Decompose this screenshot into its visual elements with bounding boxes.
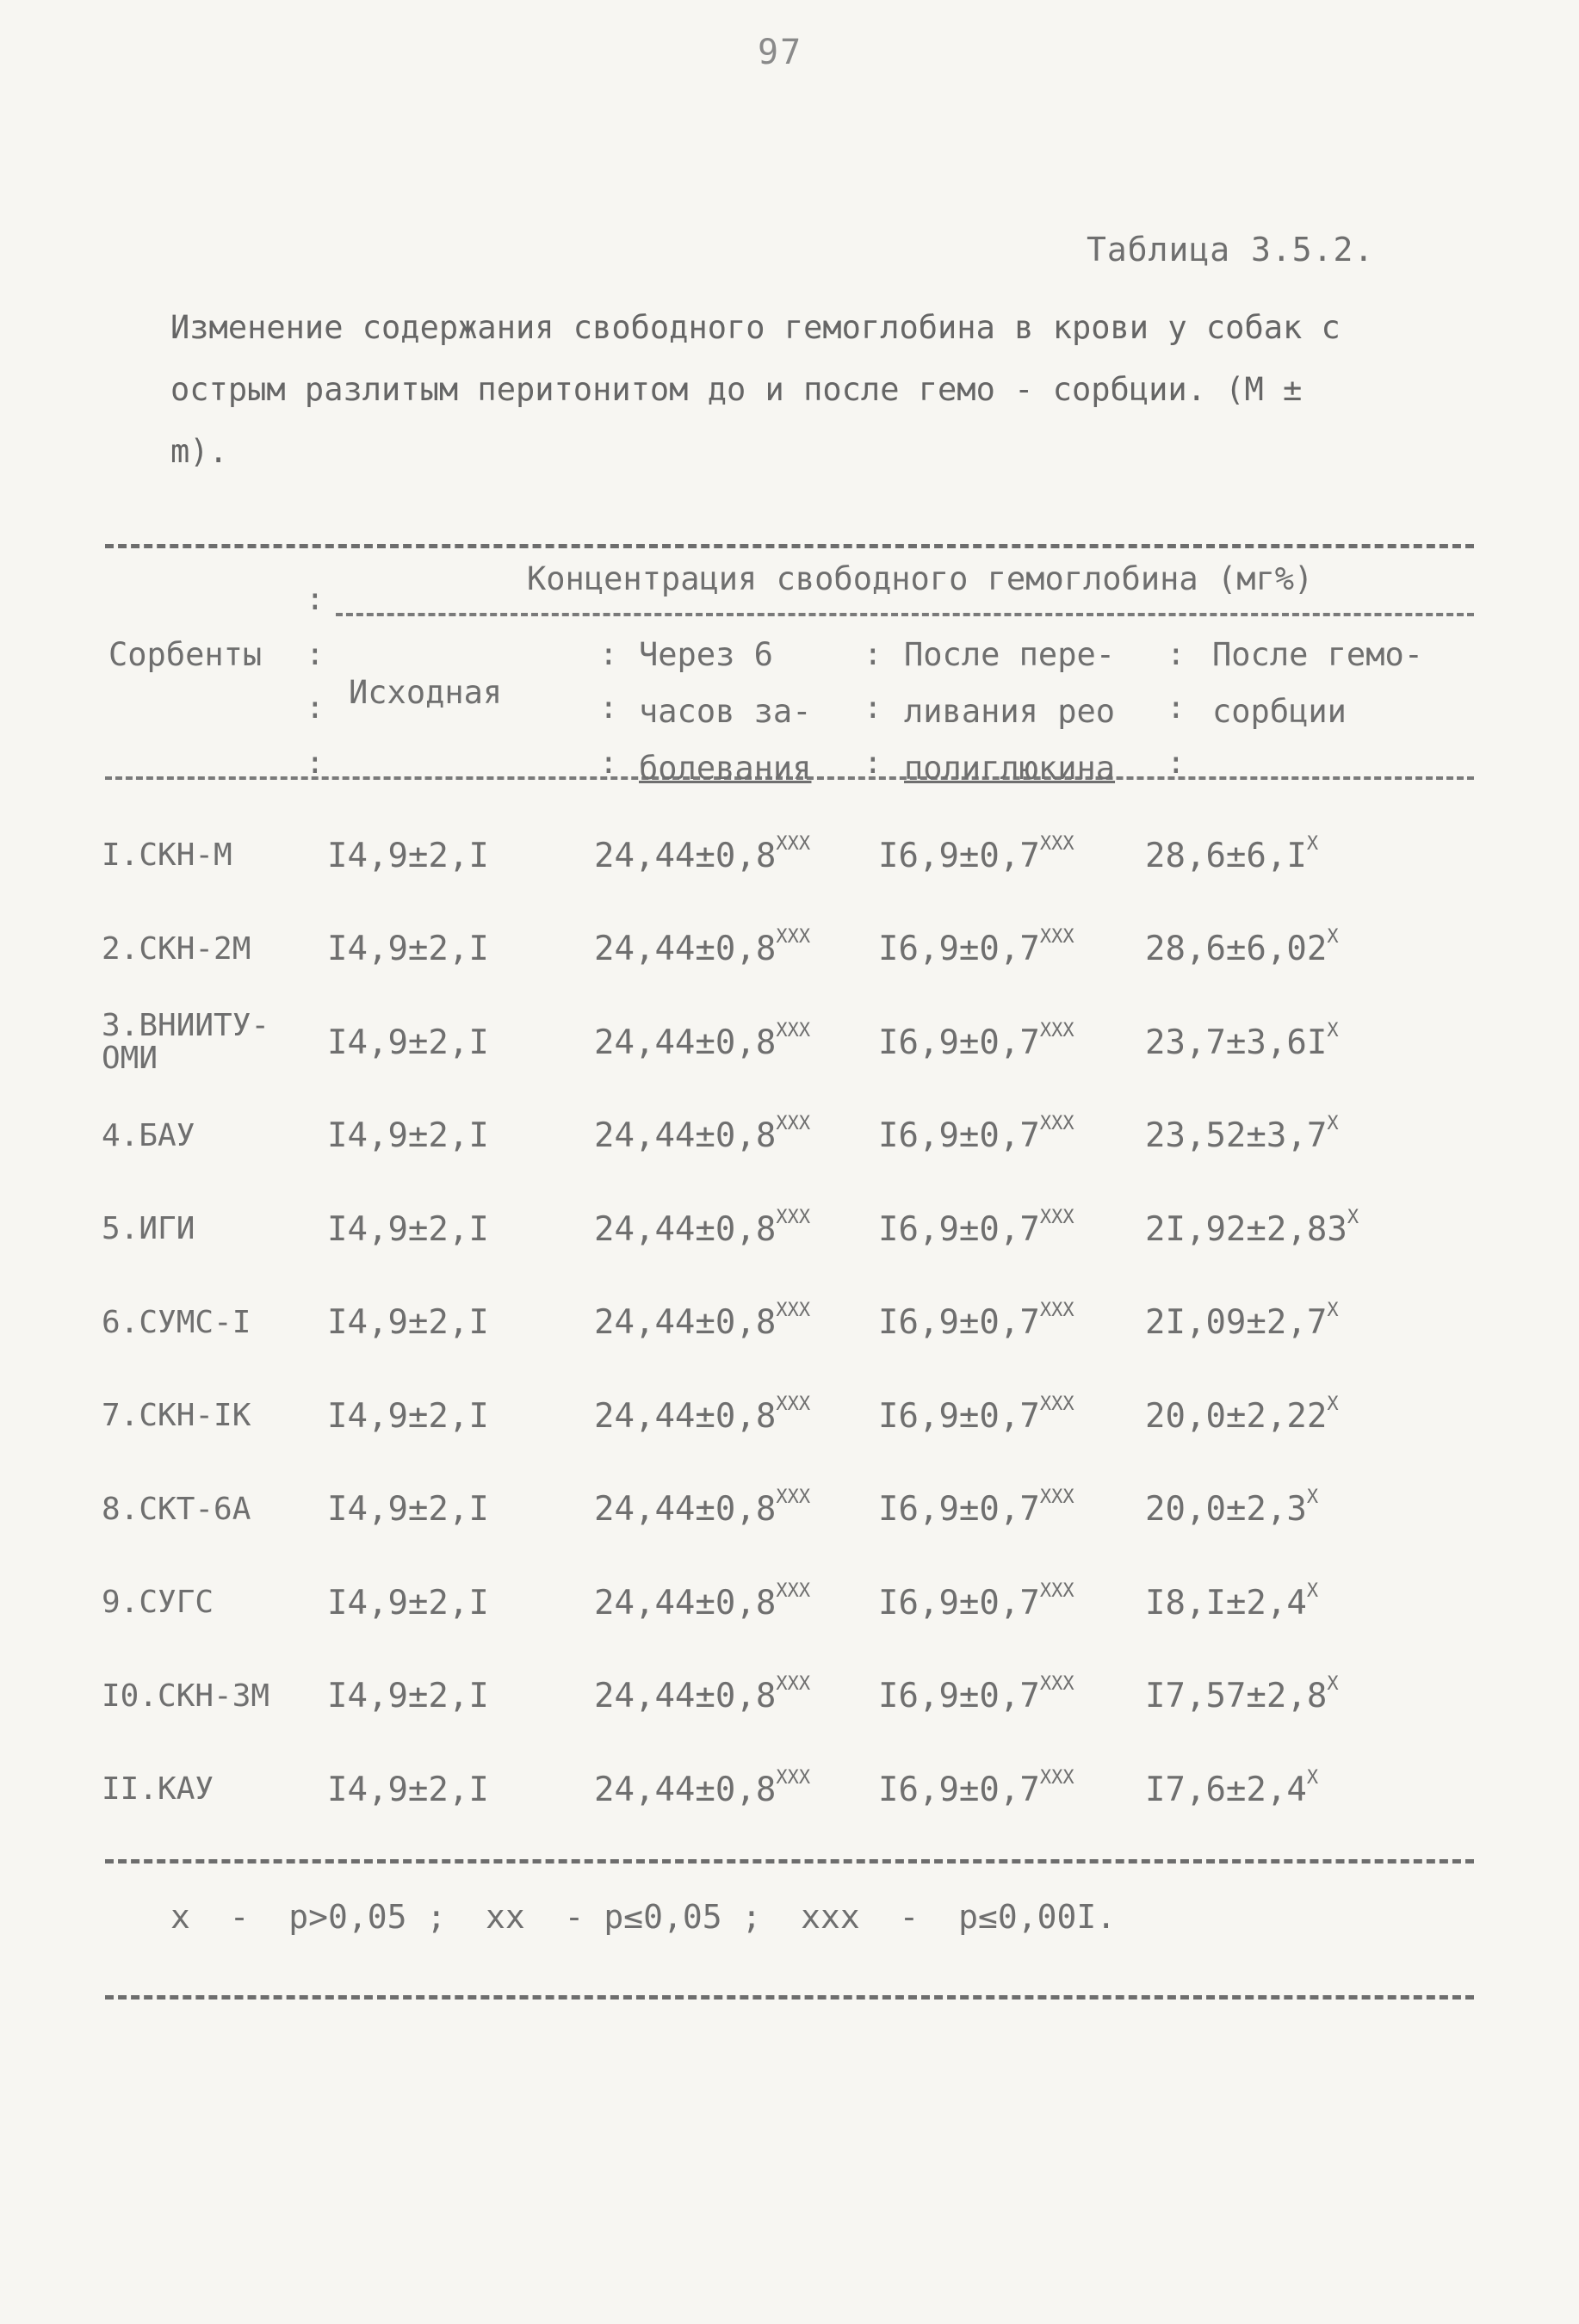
cell-after6h: [594, 1183, 878, 1276]
cell-after-transfusion: [878, 1183, 1145, 1276]
table-body: [102, 809, 1421, 1837]
cell-after-hemosorption-value: I7,6±2,4: [1145, 1770, 1307, 1809]
cell-after-hemosorption: [1145, 1183, 1421, 1276]
header-sorbents: Сорбенты: [108, 636, 263, 673]
significance-mark: XXX: [1039, 1673, 1074, 1696]
cell-after-hemosorption: [1145, 809, 1421, 903]
cell-sorbent-value: 9.СУГС: [102, 1585, 214, 1621]
cell-after6h: [594, 1369, 878, 1463]
cell-after-transfusion-value: I6,9±0,7: [878, 1490, 1040, 1530]
cell-initial-value: I4,9±2,I: [327, 1116, 489, 1156]
cell-after-transfusion: [878, 809, 1145, 903]
cell-sorbent: [102, 1463, 327, 1557]
column-separator: :: [306, 582, 325, 617]
significance-mark: XXX: [1039, 1486, 1074, 1509]
cell-after-transfusion-value: I6,9±0,7: [878, 836, 1040, 875]
cell-after6h: [594, 809, 878, 903]
cell-after-transfusion-value: I6,9±0,7: [878, 1583, 1040, 1622]
cell-sorbent: [102, 1743, 327, 1837]
cell-sorbent-value: 5.ИГИ: [102, 1211, 195, 1247]
cell-sorbent-value: 6.СУМС-I: [102, 1304, 251, 1340]
column-separator: :: [864, 745, 882, 781]
cell-sorbent: [102, 1090, 327, 1184]
table-row: [102, 1463, 1421, 1557]
column-separator: :: [306, 690, 325, 726]
significance-mark: XXX: [776, 1486, 811, 1509]
significance-mark: X: [1306, 832, 1319, 855]
cell-after6h-value: 24,44±0,8: [594, 930, 777, 969]
significance-mark: X: [1347, 1206, 1359, 1228]
significance-mark: X: [1327, 926, 1339, 949]
column-separator: :: [306, 745, 325, 781]
table-row: [102, 903, 1421, 997]
table-row: [102, 1276, 1421, 1370]
significance-mark: XXX: [1039, 832, 1074, 855]
header-after-transfusion-line2: ливания рео: [904, 693, 1116, 730]
column-separator: :: [864, 637, 882, 672]
cell-after-hemosorption-value: 2I,09±2,7: [1145, 1303, 1328, 1343]
significance-mark: XXX: [776, 1393, 811, 1415]
table-caption: Изменение содержания свободного гемоглобина в крови у собак с острым разлитым перитонитом до и после гемо - сорбции. (М ± m).: [170, 309, 1341, 470]
cell-initial: [327, 809, 594, 903]
column-separator: :: [599, 745, 618, 781]
table-row: [102, 1556, 1421, 1650]
cell-sorbent-value: 3.ВНИИТУ- ОМИ: [102, 1008, 270, 1077]
column-separator: :: [864, 690, 882, 726]
cell-sorbent-value: 4.БАУ: [102, 1117, 195, 1153]
cell-after-transfusion-value: I6,9±0,7: [878, 1396, 1040, 1436]
significance-mark: XXX: [1039, 1113, 1074, 1135]
cell-sorbent: [102, 1369, 327, 1463]
header-after6h-line3: болевания: [639, 750, 812, 787]
cell-initial-value: I4,9±2,I: [327, 1209, 489, 1249]
cell-after6h-value: 24,44±0,8: [594, 1583, 777, 1622]
header-after6h-line2: часов за-: [639, 693, 812, 730]
table-row: [102, 1090, 1421, 1184]
cell-initial: [327, 1556, 594, 1650]
header-top-rule: [105, 544, 1474, 548]
cell-initial: [327, 1743, 594, 1837]
cell-initial: [327, 1463, 594, 1557]
cell-after6h: [594, 996, 878, 1090]
cell-initial-value: I4,9±2,I: [327, 1490, 489, 1530]
cell-sorbent: [102, 1650, 327, 1744]
significance-mark: XXX: [776, 1019, 811, 1041]
significance-mark: X: [1327, 1393, 1339, 1415]
cell-after6h-value: 24,44±0,8: [594, 836, 777, 875]
table-row: [102, 1369, 1421, 1463]
cell-after-transfusion: [878, 996, 1145, 1090]
cell-after-transfusion: [878, 1463, 1145, 1557]
cell-initial-value: I4,9±2,I: [327, 1023, 489, 1062]
cell-initial: [327, 1276, 594, 1370]
cell-sorbent-value: 2.СКН-2М: [102, 930, 251, 967]
cell-after-hemosorption-value: 20,0±2,3: [1145, 1490, 1307, 1530]
column-separator: :: [1167, 745, 1186, 781]
cell-after-transfusion: [878, 1743, 1145, 1837]
significance-mark: X: [1327, 1113, 1339, 1135]
hemoglobin-table: [102, 809, 1421, 1837]
cell-initial: [327, 1183, 594, 1276]
cell-initial-value: I4,9±2,I: [327, 1396, 489, 1436]
cell-initial-value: I4,9±2,I: [327, 836, 489, 875]
column-separator: :: [1167, 637, 1186, 672]
cell-sorbent: [102, 809, 327, 903]
table-row: [102, 996, 1421, 1090]
header-group-title: Концентрация свободного гемоглобина (мг%): [527, 560, 1314, 597]
significance-legend: x - p>0,05 ; xx - p≤0,05 ; xxx - p≤0,00I.: [170, 1898, 1117, 1936]
header-after-transfusion-line1: После пере-: [904, 636, 1116, 673]
column-separator: :: [599, 690, 618, 726]
significance-mark: XXX: [1039, 1393, 1074, 1415]
cell-initial-value: I4,9±2,I: [327, 930, 489, 969]
table-row: [102, 1650, 1421, 1744]
header-after-hemosorption-line2: сорбции: [1212, 693, 1347, 730]
cell-after-hemosorption: [1145, 1369, 1421, 1463]
cell-after-hemosorption-value: 23,7±3,6I: [1145, 1023, 1328, 1062]
table-row: [102, 1743, 1421, 1837]
table-number: Таблица 3.5.2.: [1087, 231, 1375, 269]
cell-initial: [327, 1090, 594, 1184]
significance-mark: XXX: [776, 1579, 811, 1602]
cell-sorbent: [102, 903, 327, 997]
cell-after6h: [594, 903, 878, 997]
cell-sorbent: [102, 996, 327, 1090]
cell-initial: [327, 996, 594, 1090]
cell-after6h-value: 24,44±0,8: [594, 1023, 777, 1062]
cell-after-transfusion-value: I6,9±0,7: [878, 930, 1040, 969]
header-after-transfusion-line3: полиглюкина: [904, 750, 1116, 787]
cell-after-hemosorption: [1145, 996, 1421, 1090]
significance-mark: X: [1327, 1673, 1339, 1696]
significance-mark: XXX: [776, 832, 811, 855]
cell-after-hemosorption: [1145, 1743, 1421, 1837]
significance-mark: X: [1327, 1019, 1339, 1041]
significance-mark: XXX: [1039, 1300, 1074, 1322]
cell-after-hemosorption: [1145, 1463, 1421, 1557]
page-number: 97: [758, 33, 803, 72]
cell-initial: [327, 1650, 594, 1744]
cell-after6h-value: 24,44±0,8: [594, 1116, 777, 1156]
cell-after6h-value: 24,44±0,8: [594, 1490, 777, 1530]
significance-mark: XXX: [776, 1113, 811, 1135]
significance-mark: XXX: [1039, 1206, 1074, 1228]
cell-sorbent-value: 7.СКН-IК: [102, 1398, 251, 1434]
column-separator: :: [1167, 690, 1186, 726]
cell-initial: [327, 903, 594, 997]
table-row: [102, 809, 1421, 903]
cell-after-hemosorption-value: 28,6±6,I: [1145, 836, 1307, 875]
cell-after6h: [594, 1743, 878, 1837]
cell-after-transfusion-value: I6,9±0,7: [878, 1770, 1040, 1809]
cell-initial-value: I4,9±2,I: [327, 1303, 489, 1343]
cell-after-transfusion: [878, 1276, 1145, 1370]
significance-mark: XXX: [1039, 1766, 1074, 1789]
cell-after-transfusion: [878, 1650, 1145, 1744]
cell-after-hemosorption: [1145, 903, 1421, 997]
significance-mark: XXX: [776, 1300, 811, 1322]
cell-sorbent: [102, 1276, 327, 1370]
cell-initial-value: I4,9±2,I: [327, 1770, 489, 1809]
cell-after-hemosorption-value: 20,0±2,22: [1145, 1396, 1328, 1436]
cell-after-transfusion-value: I6,9±0,7: [878, 1303, 1040, 1343]
cell-after-transfusion: [878, 1556, 1145, 1650]
significance-mark: XXX: [1039, 1579, 1074, 1602]
cell-initial: [327, 1369, 594, 1463]
significance-mark: XXX: [776, 926, 811, 949]
cell-after-hemosorption: [1145, 1556, 1421, 1650]
cell-after-transfusion: [878, 1090, 1145, 1184]
cell-after6h: [594, 1276, 878, 1370]
cell-after-transfusion-value: I6,9±0,7: [878, 1677, 1040, 1716]
cell-after-hemosorption-value: 2I,92±2,83: [1145, 1209, 1347, 1249]
cell-after-hemosorption-value: I8,I±2,4: [1145, 1583, 1307, 1622]
column-separator: :: [599, 637, 618, 672]
significance-mark: X: [1306, 1766, 1319, 1789]
table-row: [102, 1183, 1421, 1276]
significance-mark: XXX: [1039, 926, 1074, 949]
group-rule: [336, 613, 1474, 616]
significance-mark: X: [1306, 1486, 1319, 1509]
cell-initial-value: I4,9±2,I: [327, 1583, 489, 1622]
cell-after6h-value: 24,44±0,8: [594, 1677, 777, 1716]
cell-after6h-value: 24,44±0,8: [594, 1396, 777, 1436]
cell-after6h: [594, 1556, 878, 1650]
cell-after6h: [594, 1650, 878, 1744]
cell-after6h-value: 24,44±0,8: [594, 1770, 777, 1809]
cell-after6h: [594, 1463, 878, 1557]
cell-sorbent: [102, 1183, 327, 1276]
significance-mark: XXX: [776, 1766, 811, 1789]
cell-initial-value: I4,9±2,I: [327, 1677, 489, 1716]
cell-after-transfusion: [878, 1369, 1145, 1463]
header-initial: Исходная: [349, 674, 503, 711]
cell-sorbent-value: 8.СКТ-6А: [102, 1491, 251, 1527]
cell-sorbent-value: II.КАУ: [102, 1771, 214, 1808]
cell-after-hemosorption-value: 23,52±3,7: [1145, 1116, 1328, 1156]
significance-mark: XXX: [1039, 1019, 1074, 1041]
cell-after-hemosorption: [1145, 1090, 1421, 1184]
cell-after-transfusion-value: I6,9±0,7: [878, 1116, 1040, 1156]
significance-mark: X: [1306, 1579, 1319, 1602]
legend-bottom-rule: [105, 1995, 1474, 2000]
cell-after-transfusion: [878, 903, 1145, 997]
column-separator: :: [306, 637, 325, 672]
cell-after-hemosorption-value: I7,57±2,8: [1145, 1677, 1328, 1716]
cell-after-hemosorption: [1145, 1276, 1421, 1370]
cell-after-hemosorption: [1145, 1650, 1421, 1744]
cell-after6h-value: 24,44±0,8: [594, 1209, 777, 1249]
header-after6h-line1: Через 6: [639, 636, 773, 673]
cell-after-transfusion-value: I6,9±0,7: [878, 1209, 1040, 1249]
cell-after6h: [594, 1090, 878, 1184]
significance-mark: XXX: [776, 1206, 811, 1228]
cell-after-transfusion-value: I6,9±0,7: [878, 1023, 1040, 1062]
cell-after6h-value: 24,44±0,8: [594, 1303, 777, 1343]
significance-mark: XXX: [776, 1673, 811, 1696]
table-bottom-rule: [105, 1859, 1474, 1864]
cell-sorbent-value: I0.СКН-3М: [102, 1678, 270, 1714]
cell-sorbent-value: I.СКН-М: [102, 838, 232, 874]
header-after-hemosorption-line1: После гемо-: [1212, 636, 1424, 673]
cell-sorbent: [102, 1556, 327, 1650]
cell-after-hemosorption-value: 28,6±6,02: [1145, 930, 1328, 969]
significance-mark: X: [1327, 1300, 1339, 1322]
